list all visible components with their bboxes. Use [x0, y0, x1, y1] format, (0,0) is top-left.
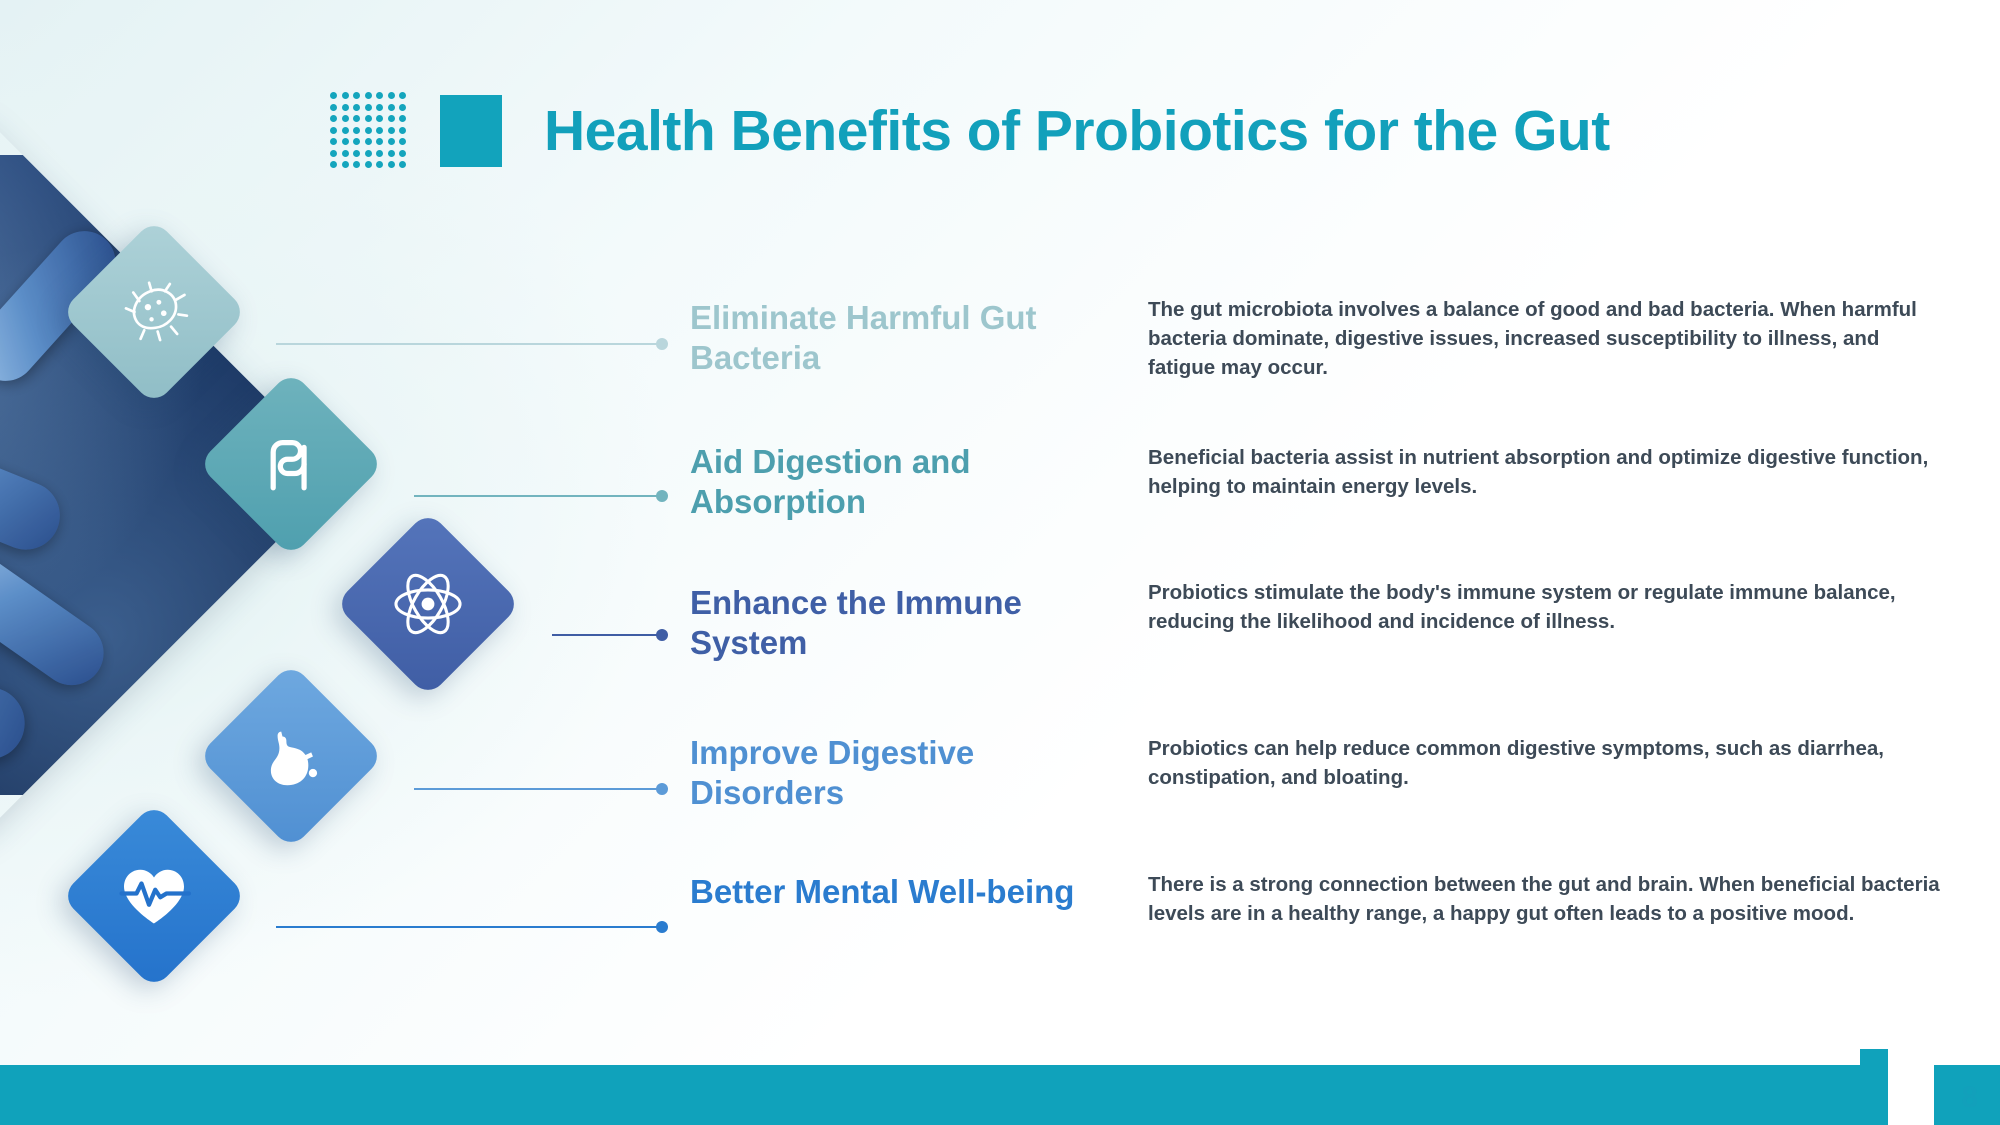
row-heading-3: Enhance the Immune System: [690, 584, 1022, 662]
row-body-5: There is a strong connection between the gut and brain. When beneficial bacteria levels are in a healthy range, a happy gut often leads to a positive mood.: [1148, 873, 1940, 926]
icon-tile-improve-digestive-disorders: [198, 663, 385, 850]
row-body-4: Probiotics can help reduce common digestive symptoms, such as diarrhea, constipation, and bloating.: [1148, 737, 1884, 790]
row-body-1: The gut microbiota involves a balance of good and bad bacteria. When harmful bacteria dominate, digestive issues, increased susceptibility to illness, and fatigue may occur.: [1148, 298, 1917, 380]
connector-line-2: [414, 495, 662, 497]
icon-tile-enhance-the-immune-system: [335, 511, 522, 698]
connector-line-3: [552, 634, 662, 636]
page-title: Health Benefits of Probiotics for the Gut: [544, 99, 1610, 163]
intestine-icon: [248, 421, 334, 507]
atom-icon: [385, 561, 471, 647]
row-body-2: Beneficial bacteria assist in nutrient absorption and optimize digestive function, helping to maintain energy levels.: [1148, 446, 1929, 499]
row-heading-2: Aid Digestion and Absorption: [690, 443, 971, 521]
footer-bar: [0, 1065, 2000, 1125]
connector-line-1: [276, 343, 662, 345]
accent-square: [440, 95, 502, 167]
slide-header: [330, 92, 1610, 170]
stomach-icon: [248, 713, 334, 799]
row-heading-1: Eliminate Harmful Gut Bacteria: [690, 299, 1037, 377]
page-number: 8: [1961, 1081, 1978, 1114]
footer-notch: [1888, 1049, 1934, 1125]
connector-line-5: [276, 926, 662, 928]
row-heading-4: Improve Digestive Disorders: [690, 734, 975, 812]
row-body-3: Probiotics stimulate the body's immune system or regulate immune balance, reducing the likelihood and incidence of illness.: [1148, 581, 1896, 634]
footer-accent-block: [1860, 1049, 1888, 1125]
bacteria-icon: [111, 269, 197, 355]
row-heading-5: Better Mental Well-being: [690, 873, 1075, 910]
dot-grid-icon: [330, 92, 408, 170]
heart-pulse-icon: [111, 853, 197, 939]
connector-line-4: [414, 788, 662, 790]
icon-tile-better-mental-well-being: [61, 803, 248, 990]
